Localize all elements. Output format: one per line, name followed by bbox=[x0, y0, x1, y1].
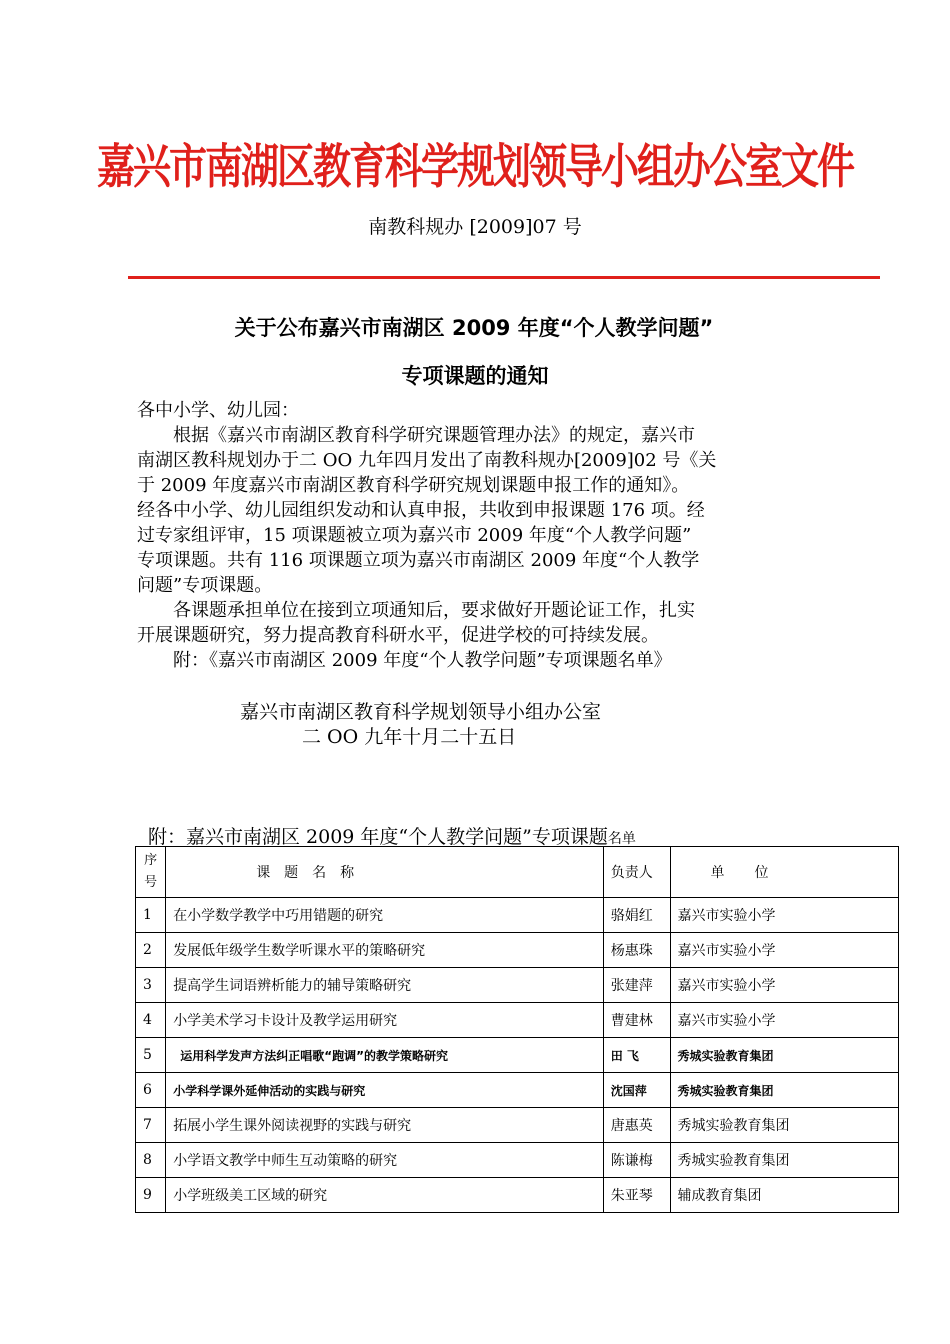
row-leader: 张建萍 bbox=[603, 968, 670, 1003]
row-leader: 骆娟红 bbox=[603, 898, 670, 933]
table-row bbox=[136, 1073, 899, 1108]
attachment-note: 附：《嘉兴市南湖区 2009 年度“个人教学问题”专项课题名单》 bbox=[173, 650, 672, 671]
row-unit: 秀城实验教育集团 bbox=[670, 1143, 898, 1178]
row-topic: 小学班级美工区域的研究 bbox=[166, 1178, 604, 1213]
row-topic: 小学语文教学中师生互动策略的研究 bbox=[166, 1143, 604, 1178]
row-unit: 秀城实验教育集团 bbox=[670, 1108, 898, 1143]
signature-organization: 嘉兴市南湖区教育科学规划领导小组办公室 bbox=[240, 701, 602, 723]
header-topic: 课题名称 bbox=[166, 847, 604, 898]
notice-title-line2: 专项课题的通知 bbox=[401, 364, 549, 388]
table-row bbox=[136, 1003, 899, 1038]
table-row bbox=[136, 1108, 899, 1143]
header-number-line1: 序 bbox=[144, 853, 158, 868]
row-leader: 陈谦梅 bbox=[603, 1143, 670, 1178]
row-topic: 拓展小学生课外阅读视野的实践与研究 bbox=[166, 1108, 604, 1143]
issuer-header-title: 嘉兴市南湖区教育科学规划领导小组办公室文件 bbox=[96, 139, 853, 195]
row-unit: 辅成教育集团 bbox=[670, 1178, 898, 1213]
table-row bbox=[136, 933, 899, 968]
row-unit: 嘉兴市实验小学 bbox=[670, 968, 898, 1003]
row-topic: 提高学生词语辨析能力的辅导策略研究 bbox=[166, 968, 604, 1003]
paragraph-2-line-2: 开展课题研究，努力提高教育科研水平，促进学校的可持续发展。 bbox=[137, 625, 659, 646]
paragraph-1-line-5: 过专家组评审，15 项课题被立项为嘉兴市 2009 年度“个人教学问题” bbox=[137, 525, 692, 546]
row-topic: 小学科学课外延伸活动的实践与研究 bbox=[166, 1073, 604, 1108]
salutation: 各中小学、幼儿园： bbox=[137, 400, 299, 421]
row-number: 8 bbox=[136, 1143, 166, 1178]
row-topic: 发展低年级学生数学听课水平的策略研究 bbox=[166, 933, 604, 968]
row-unit: 嘉兴市实验小学 bbox=[670, 933, 898, 968]
appendix-caption bbox=[148, 822, 636, 849]
row-number: 4 bbox=[136, 1003, 166, 1038]
document-number: 南教科规办 [2009]07 号 bbox=[368, 216, 582, 238]
header-number-line2: 号 bbox=[144, 875, 158, 890]
row-unit: 秀城实验教育集团 bbox=[670, 1073, 898, 1108]
paragraph-1-line-1: 根据《嘉兴市南湖区教育科学研究课题管理办法》的规定，嘉兴市 bbox=[173, 425, 695, 446]
table-row bbox=[136, 1143, 899, 1178]
paragraph-1-line-3: 于 2009 年度嘉兴市南湖区教育科学研究规划课题申报工作的通知》。 bbox=[137, 475, 690, 496]
row-number: 6 bbox=[136, 1073, 166, 1108]
row-unit: 嘉兴市实验小学 bbox=[670, 898, 898, 933]
row-leader: 沈国萍 bbox=[603, 1073, 670, 1108]
paragraph-1-line-6: 专项课题。共有 116 项课题立项为嘉兴市南湖区 2009 年度“个人教学 bbox=[137, 550, 700, 571]
row-number: 3 bbox=[136, 968, 166, 1003]
topics-table bbox=[135, 846, 899, 1213]
table-row bbox=[136, 898, 899, 933]
paragraph-2-line-1: 各课题承担单位在接到立项通知后，要求做好开题论证工作，扎实 bbox=[173, 600, 695, 621]
row-number: 5 bbox=[136, 1038, 166, 1073]
paragraph-1-line-4: 经各中小学、幼儿园组织发动和认真申报，共收到申报课题 176 项。经 bbox=[137, 500, 705, 521]
row-number: 9 bbox=[136, 1178, 166, 1213]
row-number: 7 bbox=[136, 1108, 166, 1143]
row-topic: 小学美术学习卡设计及教学运用研究 bbox=[166, 1003, 604, 1038]
row-leader: 杨惠珠 bbox=[603, 933, 670, 968]
header-leader: 负责人 bbox=[603, 847, 670, 898]
table-header-row bbox=[136, 847, 899, 898]
table-row bbox=[136, 968, 899, 1003]
row-topic: 在小学数学教学中巧用错题的研究 bbox=[166, 898, 604, 933]
appendix-caption-main: 附：嘉兴市南湖区 2009 年度“个人教学问题”专项课题 bbox=[148, 826, 608, 848]
row-leader: 唐惠英 bbox=[603, 1108, 670, 1143]
row-leader: 朱亚琴 bbox=[603, 1178, 670, 1213]
table-row bbox=[136, 1178, 899, 1213]
notice-body bbox=[137, 398, 817, 673]
row-unit: 嘉兴市实验小学 bbox=[670, 1003, 898, 1038]
paragraph-1-line-2: 南湖区教科规划办于二 OO 九年四月发出了南教科规办[2009]02 号《关 bbox=[137, 450, 717, 471]
red-divider-rule bbox=[128, 276, 880, 279]
row-unit: 秀城实验教育集团 bbox=[670, 1038, 898, 1073]
paragraph-1-line-7: 问题”专项课题。 bbox=[137, 575, 273, 596]
row-number: 1 bbox=[136, 898, 166, 933]
row-topic: 运用科学发声方法纠正唱歌“跑调”的教学策略研究 bbox=[166, 1038, 604, 1073]
appendix-caption-tail: 名单 bbox=[607, 831, 636, 847]
header-number bbox=[136, 847, 166, 898]
table-row bbox=[136, 1038, 899, 1073]
signature-date: 二 OO 九年十月二十五日 bbox=[302, 726, 517, 748]
row-leader: 田 飞 bbox=[603, 1038, 670, 1073]
notice-title-line1: 关于公布嘉兴市南湖区 2009 年度“个人教学问题” bbox=[234, 316, 714, 340]
row-number: 2 bbox=[136, 933, 166, 968]
row-leader: 曹建林 bbox=[603, 1003, 670, 1038]
header-unit: 单位 bbox=[670, 847, 898, 898]
